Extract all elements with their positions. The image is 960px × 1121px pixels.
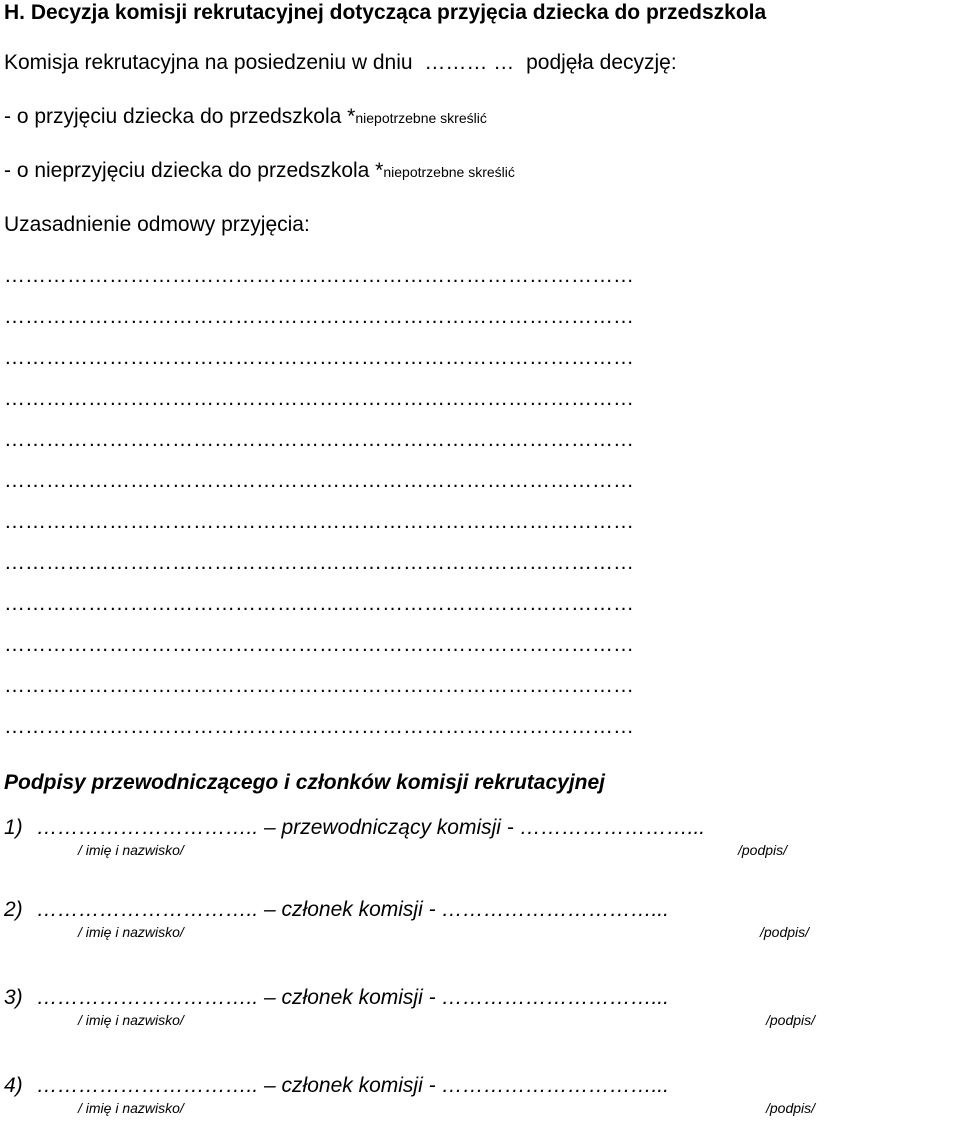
signature-entry-2	[4, 897, 669, 923]
entry-number: 1)	[4, 816, 23, 839]
meeting-suffix: podjęła decyzję:	[526, 51, 677, 74]
justification-line-7[interactable]: ………………………………………………………………………………	[4, 512, 634, 533]
strike-note: niepotrzebne skreślić	[383, 164, 515, 180]
signature-field[interactable]: ……………………...	[519, 816, 706, 839]
name-caption: / imię i nazwisko/	[78, 924, 184, 940]
justification-line-4[interactable]: ………………………………………………………………………………	[4, 389, 634, 410]
entry-number: 3)	[4, 986, 23, 1009]
meeting-statement	[4, 50, 677, 76]
justification-line-12[interactable]: ………………………………………………………………………………	[4, 717, 634, 738]
name-field[interactable]: …………………………..	[36, 1074, 259, 1097]
justification-label: Uzasadnienie odmowy przyjęcia:	[4, 213, 310, 236]
justification-line-1[interactable]: ………………………………………………………………………………	[4, 266, 634, 287]
option-accept[interactable]	[4, 104, 487, 131]
option-reject[interactable]	[4, 158, 515, 185]
name-field[interactable]: …………………………..	[36, 898, 259, 921]
name-caption: / imię i nazwisko/	[78, 1012, 184, 1028]
signature-entry-4	[4, 1073, 669, 1099]
role-label: – członek komisji -	[264, 898, 436, 921]
entry-number: 2)	[4, 898, 23, 921]
signature-field[interactable]: …………………………...	[441, 986, 669, 1009]
signature-field[interactable]: …………………………...	[441, 898, 669, 921]
signatures-heading: Podpisy przewodniczącego i członków komisji rekrutacyjnej	[4, 771, 606, 794]
justification-line-6[interactable]: ………………………………………………………………………………	[4, 471, 634, 492]
justification-line-5[interactable]: ………………………………………………………………………………	[4, 430, 634, 451]
justification-line-3[interactable]: ………………………………………………………………………………	[4, 348, 634, 369]
sign-caption: /podpis/	[766, 1012, 816, 1028]
role-label: – przewodniczący komisji -	[264, 816, 514, 839]
sign-caption: /podpis/	[766, 1100, 816, 1116]
role-label: – członek komisji -	[264, 986, 436, 1009]
justification-line-9[interactable]: ………………………………………………………………………………	[4, 594, 634, 615]
option-accept-label: - o przyjęciu dziecka do przedszkola *	[4, 105, 356, 128]
name-field[interactable]: …………………………..	[36, 986, 259, 1009]
justification-line-10[interactable]: ………………………………………………………………………………	[4, 635, 634, 656]
name-caption: / imię i nazwisko/	[78, 1100, 184, 1116]
document-title: H. Decyzja komisji rekrutacyjnej dotycząca przyjęcia dziecka do przedszkola	[4, 1, 767, 24]
option-reject-label: - o nieprzyjęciu dziecka do przedszkola *	[4, 159, 384, 182]
justification-line-11[interactable]: ………………………………………………………………………………	[4, 676, 634, 697]
entry-number: 4)	[4, 1074, 23, 1097]
name-field[interactable]: …………………………..	[36, 816, 259, 839]
sign-caption: /podpis/	[738, 842, 788, 858]
strike-note: niepotrzebne skreślić	[355, 110, 487, 126]
justification-line-8[interactable]: ………………………………………………………………………………	[4, 553, 634, 574]
signature-field[interactable]: …………………………...	[441, 1074, 669, 1097]
justification-line-2[interactable]: ………………………………………………………………………………	[4, 307, 634, 328]
sign-caption: /podpis/	[760, 924, 810, 940]
signature-entry-3	[4, 985, 669, 1011]
meeting-prefix: Komisja rekrutacyjna na posiedzeniu w dniu	[4, 51, 413, 74]
role-label: – członek komisji -	[264, 1074, 436, 1097]
meeting-date-field[interactable]: ……… …	[424, 51, 515, 74]
name-caption: / imię i nazwisko/	[78, 842, 184, 858]
signature-entry-1	[4, 815, 705, 841]
